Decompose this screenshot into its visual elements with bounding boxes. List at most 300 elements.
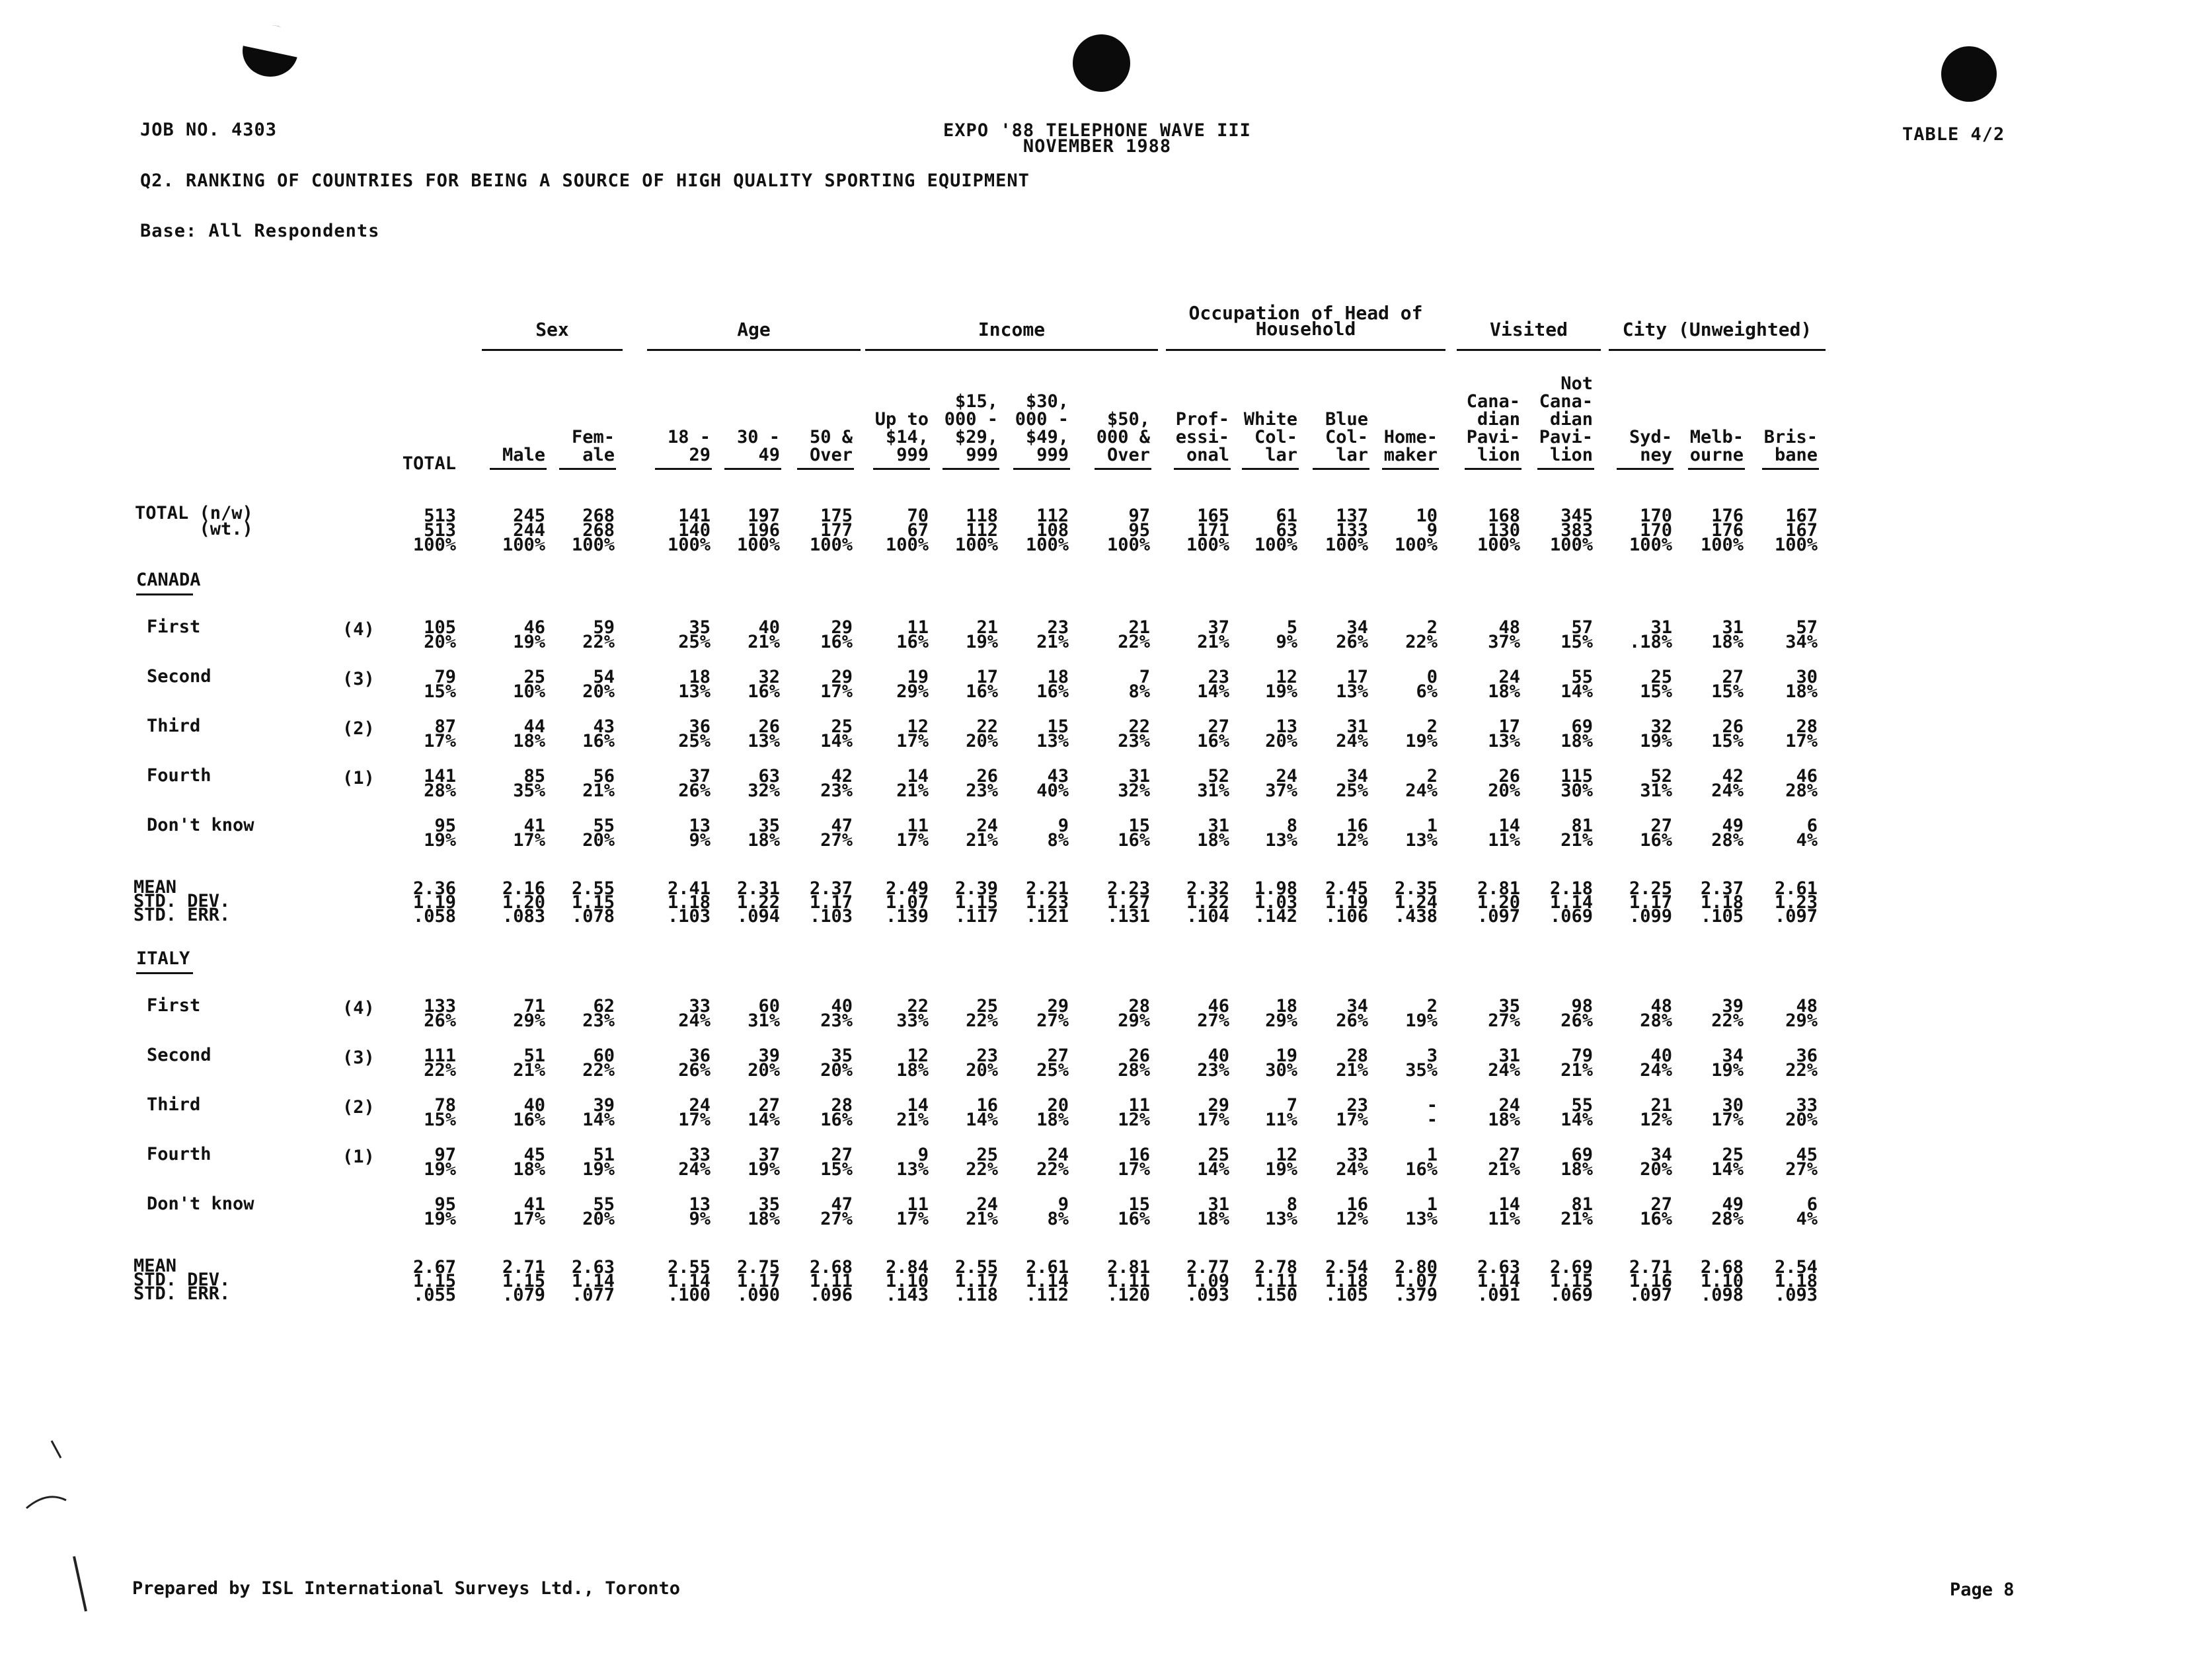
table-cell: 26 28%	[1118, 1046, 1150, 1081]
table-cell: 11 16%	[896, 617, 929, 652]
table-cell: 37 19%	[748, 1145, 780, 1180]
table-cell: 24 17%	[678, 1095, 711, 1130]
table-cell: 35 18%	[748, 1194, 780, 1229]
table-cell: 25 10%	[513, 667, 545, 702]
question-text: Q2. RANKING OF COUNTRIES FOR BEING A SOURCE OF HIGH QUALITY SPORTING EQUIPMENT	[140, 171, 1030, 191]
stats-cell: 2.49 1.07 .139	[885, 878, 929, 927]
column-underline	[1313, 468, 1369, 470]
table-cell: 21 12%	[1640, 1095, 1672, 1130]
table-cell: 31 .18%	[1629, 617, 1672, 652]
table-cell: 60 31%	[748, 996, 780, 1031]
table-cell: 27 15%	[1711, 667, 1744, 702]
base-text: Base: All Respondents	[140, 221, 380, 241]
stats-cell: 2.31 1.22 .094	[736, 878, 780, 927]
stats-cell: 2.68 1.11 .096	[809, 1257, 853, 1305]
stats-cell: 2.75 1.17 .090	[736, 1257, 780, 1305]
row-code: (3)	[342, 669, 375, 689]
column-underline	[797, 468, 854, 470]
table-cell: 14 21%	[896, 766, 929, 801]
group-header: Income	[978, 319, 1046, 340]
table-cell: 40 21%	[748, 617, 780, 652]
page-number: Page 8	[1950, 1580, 2015, 1600]
group-underline	[647, 349, 861, 351]
table-cell: 14 11%	[1488, 1194, 1520, 1229]
table-cell: 8 13%	[1265, 1194, 1297, 1229]
table-cell: 45 27%	[1785, 1145, 1818, 1180]
row-label: Third	[147, 716, 201, 736]
column-underline	[1382, 468, 1439, 470]
column-header: Not Cana- dian Pavi- lion	[1539, 373, 1593, 465]
table-cell: 25 14%	[1711, 1145, 1744, 1180]
table-cell: 40 24%	[1640, 1046, 1672, 1081]
table-cell: 3 35%	[1405, 1046, 1438, 1081]
table-cell: 29 17%	[820, 667, 853, 702]
column-header: White Col- lar	[1243, 409, 1297, 465]
table-cell: 46 28%	[1785, 766, 1818, 801]
stats-label: MEAN STD. DEV. STD. ERR.	[134, 1256, 231, 1304]
table-cell: 46 19%	[513, 617, 545, 652]
table-cell: 27 16%	[1640, 816, 1672, 851]
table-cell: 1 13%	[1405, 1194, 1438, 1229]
table-cell: 59 22%	[582, 617, 615, 652]
stats-cell: 2.77 1.09 .093	[1186, 1257, 1229, 1305]
table-cell: 34 20%	[1640, 1145, 1672, 1180]
table-cell: 95 19%	[424, 1194, 456, 1229]
table-cell: 15 13%	[1036, 716, 1069, 751]
row-code: (4)	[342, 619, 375, 640]
column-underline	[873, 468, 930, 470]
stats-cell: 2.68 1.10 .098	[1700, 1257, 1744, 1305]
table-cell: 2 24%	[1405, 766, 1438, 801]
table-cell: 7 11%	[1265, 1095, 1297, 1130]
table-cell: 46 27%	[1197, 996, 1229, 1031]
table-cell: 23 17%	[1336, 1095, 1368, 1130]
table-cell: 35 20%	[820, 1046, 853, 1081]
stats-cell: 2.45 1.19 .106	[1325, 878, 1368, 927]
table-cell: 14 11%	[1488, 816, 1520, 851]
stats-cell: 2.23 1.27 .131	[1106, 878, 1150, 927]
table-cell: 5 9%	[1276, 617, 1297, 652]
stats-cell: 2.25 1.17 .099	[1629, 878, 1672, 927]
table-cell: 105 20%	[424, 617, 456, 652]
table-cell: 43 16%	[582, 716, 615, 751]
table-cell: 34 26%	[1336, 996, 1368, 1031]
table-cell: 16 12%	[1336, 816, 1368, 851]
table-cell: 33 24%	[1336, 1145, 1368, 1180]
table-cell: 12 19%	[1265, 1145, 1297, 1180]
table-cell: 49 28%	[1711, 1194, 1744, 1229]
table-cell: 133 26%	[424, 996, 456, 1031]
column-header: TOTAL	[402, 453, 456, 474]
column-header: Syd- ney	[1629, 427, 1672, 465]
table-cell: 12 19%	[1265, 667, 1297, 702]
table-cell: 97 19%	[424, 1145, 456, 1180]
table-cell: 45 18%	[513, 1145, 545, 1180]
stats-cell: 2.41 1.18 .103	[667, 878, 711, 927]
stats-cell: 2.78 1.11 .150	[1254, 1257, 1297, 1305]
table-cell: 40 23%	[1197, 1046, 1229, 1081]
table-cell: 36 26%	[678, 1046, 711, 1081]
table-cell: 11 17%	[896, 1194, 929, 1229]
stats-cell: 2.71 1.15 .079	[502, 1257, 545, 1305]
stats-cell: 2.18 1.14 .069	[1549, 878, 1593, 927]
row-label: Don't know	[147, 1194, 254, 1214]
table-cell: 26 13%	[748, 716, 780, 751]
table-cell: 115 30%	[1560, 766, 1593, 801]
column-header: 30 - 49	[736, 427, 780, 465]
table-cell: 6 4%	[1796, 816, 1818, 851]
total-cell: 268 268 100%	[571, 506, 615, 555]
table-cell: 25 15%	[1640, 667, 1672, 702]
column-underline	[1242, 468, 1299, 470]
table-cell: 35 25%	[678, 617, 711, 652]
table-cell: 24 21%	[966, 816, 998, 851]
total-cell: 168 130 100%	[1477, 506, 1520, 555]
column-header: Blue Col- lar	[1325, 409, 1368, 465]
table-cell: 13 20%	[1265, 716, 1297, 751]
column-underline	[1095, 468, 1151, 470]
table-cell: 40 23%	[820, 996, 853, 1031]
stats-cell: 2.37 1.17 .103	[809, 878, 853, 927]
table-cell: 11 12%	[1118, 1095, 1150, 1130]
stats-cell: 2.21 1.23 .121	[1025, 878, 1069, 927]
table-cell: 12 17%	[896, 716, 929, 751]
table-cell: 25 14%	[1197, 1145, 1229, 1180]
table-cell: 57 15%	[1560, 617, 1593, 652]
table-cell: 22 20%	[966, 716, 998, 751]
table-cell: 35 18%	[748, 816, 780, 851]
table-cell: 29 16%	[820, 617, 853, 652]
table-cell: 23 21%	[1036, 617, 1069, 652]
section-title: ITALY	[136, 948, 190, 969]
table-cell: 28 17%	[1785, 716, 1818, 751]
stats-cell: 2.81 1.20 .097	[1477, 878, 1520, 927]
stats-cell: 2.16 1.20 .083	[502, 878, 545, 927]
stats-cell: 2.35 1.24 .438	[1394, 878, 1438, 927]
table-cell: 2 22%	[1405, 617, 1438, 652]
table-cell: 8 13%	[1265, 816, 1297, 851]
table-cell: 141 28%	[424, 766, 456, 801]
table-cell: 85 35%	[513, 766, 545, 801]
table-cell: 14 21%	[896, 1095, 929, 1130]
section-underline	[136, 593, 193, 595]
table-cell: 26 15%	[1711, 716, 1744, 751]
margin-marks	[0, 1434, 106, 1632]
table-cell: 16 12%	[1336, 1194, 1368, 1229]
table-cell: 44 18%	[513, 716, 545, 751]
column-header: 50 & Over	[809, 427, 853, 465]
table-cell: 2 19%	[1405, 996, 1438, 1031]
table-cell: 24 18%	[1488, 1095, 1520, 1130]
column-underline	[1688, 468, 1745, 470]
total-cell: 197 196 100%	[736, 506, 780, 555]
column-header: Melb- ourne	[1689, 427, 1744, 465]
total-cell: 112 108 100%	[1025, 506, 1069, 555]
table-cell: 29 17%	[1197, 1095, 1229, 1130]
column-header: Cana- dian Pavi- lion	[1466, 391, 1520, 465]
report-date: NOVEMBER 1988	[1022, 136, 1172, 157]
table-cell: 9 8%	[1047, 1194, 1069, 1229]
table-cell: 9 13%	[896, 1145, 929, 1180]
total-cell: 118 112 100%	[954, 506, 998, 555]
column-header: Bris- bane	[1763, 427, 1818, 465]
column-header: Male	[502, 445, 545, 465]
section-title: CANADA	[136, 570, 201, 590]
stats-cell: 2.63 1.14 .077	[571, 1257, 615, 1305]
group-header: City (Unweighted)	[1622, 319, 1812, 340]
table-cell: 23 14%	[1197, 667, 1229, 702]
punch-hole-right	[1941, 46, 1997, 102]
table-cell: 57 34%	[1785, 617, 1818, 652]
stats-cell: 2.54 1.18 .093	[1774, 1257, 1818, 1305]
column-underline	[1174, 468, 1231, 470]
table-cell: 34 26%	[1336, 617, 1368, 652]
table-cell: 17 13%	[1488, 716, 1520, 751]
total-cell: 170 170 100%	[1629, 506, 1672, 555]
table-cell: 30 17%	[1711, 1095, 1744, 1130]
table-cell: 31 24%	[1336, 716, 1368, 751]
table-cell: 48 28%	[1640, 996, 1672, 1031]
total-cell: 141 140 100%	[667, 506, 711, 555]
table-cell: 60 22%	[582, 1046, 615, 1081]
stats-cell: 2.71 1.16 .097	[1629, 1257, 1672, 1305]
column-underline	[1617, 468, 1674, 470]
row-code: (3)	[342, 1048, 375, 1068]
table-cell: 32 19%	[1640, 716, 1672, 751]
stats-cell: 2.81 1.11 .120	[1106, 1257, 1150, 1305]
job-number: JOB NO. 4303	[140, 120, 278, 140]
table-cell: 19 30%	[1265, 1046, 1297, 1081]
table-cell: 25 22%	[966, 1145, 998, 1180]
group-underline	[1166, 349, 1445, 351]
column-header: Prof- essi- onal	[1175, 409, 1229, 465]
table-cell: 17 13%	[1336, 667, 1368, 702]
total-cell: 10 9 100%	[1394, 506, 1438, 555]
column-header: $50, 000 & Over	[1096, 409, 1150, 465]
table-cell: 19 29%	[896, 667, 929, 702]
table-cell: 42 24%	[1711, 766, 1744, 801]
table-cell: 48 37%	[1488, 617, 1520, 652]
table-cell: 55 14%	[1560, 1095, 1593, 1130]
table-cell: 55 20%	[582, 816, 615, 851]
column-underline	[1537, 468, 1594, 470]
column-underline	[724, 468, 781, 470]
table-cell: 42 23%	[820, 766, 853, 801]
table-cell: 30 18%	[1785, 667, 1818, 702]
table-cell: 27 16%	[1640, 1194, 1672, 1229]
total-cell: 165 171 100%	[1186, 506, 1229, 555]
table-cell: 31 18%	[1711, 617, 1744, 652]
column-underline	[559, 468, 616, 470]
punch-hole-center	[1073, 34, 1130, 92]
table-cell: 12 18%	[896, 1046, 929, 1081]
table-cell: 49 28%	[1711, 816, 1744, 851]
table-cell: 18 29%	[1265, 996, 1297, 1031]
column-header: $15, 000 - $29, 999	[944, 391, 998, 465]
table-cell: 71 29%	[513, 996, 545, 1031]
group-underline	[1609, 349, 1826, 351]
table-cell: 24 21%	[966, 1194, 998, 1229]
total-cell: 61 63 100%	[1254, 506, 1297, 555]
table-cell: 111 22%	[424, 1046, 456, 1081]
column-header: Home- maker	[1383, 427, 1438, 465]
table-cell: 16 14%	[966, 1095, 998, 1130]
stats-cell: 2.55 1.14 .100	[667, 1257, 711, 1305]
table-cell: 25 14%	[820, 716, 853, 751]
table-cell: 18 16%	[1036, 667, 1069, 702]
column-header: Up to $14, 999	[874, 409, 929, 465]
table-cell: 63 32%	[748, 766, 780, 801]
table-cell: 31 18%	[1197, 1194, 1229, 1229]
row-label: Second	[147, 666, 212, 687]
table-cell: 51 19%	[582, 1145, 615, 1180]
table-cell: 27 25%	[1036, 1046, 1069, 1081]
group-header: Visited	[1489, 319, 1568, 340]
table-cell: 31 18%	[1197, 816, 1229, 851]
row-code: (2)	[342, 1097, 375, 1118]
table-cell: 36 25%	[678, 716, 711, 751]
total-cell: 70 67 100%	[885, 506, 929, 555]
table-cell: 7 8%	[1128, 667, 1150, 702]
table-cell: 33 24%	[678, 1145, 711, 1180]
stats-label: MEAN STD. DEV. STD. ERR.	[134, 877, 231, 925]
column-underline	[655, 468, 712, 470]
total-cell: 513 513 100%	[412, 506, 456, 555]
table-cell: 56 21%	[582, 766, 615, 801]
column-header: 18 - 29	[667, 427, 711, 465]
table-cell: 51 21%	[513, 1046, 545, 1081]
total-cell: 176 176 100%	[1700, 506, 1744, 555]
table-cell: 39 22%	[1711, 996, 1744, 1031]
table-cell: 15 16%	[1118, 1194, 1150, 1229]
table-cell: 36 22%	[1785, 1046, 1818, 1081]
table-cell: 1 13%	[1405, 816, 1438, 851]
total-cell: 245 244 100%	[502, 506, 545, 555]
table-cell: 33 24%	[678, 996, 711, 1031]
total-cell: 167 167 100%	[1774, 506, 1818, 555]
table-cell: 28 21%	[1336, 1046, 1368, 1081]
prepared-by: Prepared by ISL International Surveys Ltd., Toronto	[132, 1578, 681, 1599]
table-cell: 79 21%	[1560, 1046, 1593, 1081]
table-cell: 33 20%	[1785, 1095, 1818, 1130]
table-cell: 47 27%	[820, 1194, 853, 1229]
table-cell: - -	[1426, 1095, 1438, 1130]
table-cell: 22 23%	[1118, 716, 1150, 751]
table-cell: 69 18%	[1560, 1145, 1593, 1180]
table-cell: 26 20%	[1488, 766, 1520, 801]
table-cell: 25 22%	[966, 996, 998, 1031]
total-cell: 345 383 100%	[1549, 506, 1593, 555]
row-code: (1)	[342, 1147, 375, 1167]
stats-cell: 2.32 1.22 .104	[1186, 878, 1229, 927]
table-cell: 37 26%	[678, 766, 711, 801]
table-cell: 41 17%	[513, 1194, 545, 1229]
table-cell: 54 20%	[582, 667, 615, 702]
stats-cell: 2.84 1.10 .143	[885, 1257, 929, 1305]
stats-cell: 2.36 1.19 .058	[412, 878, 456, 927]
column-header: $30, 000 - $49, 999	[1015, 391, 1069, 465]
table-cell: 17 16%	[966, 667, 998, 702]
row-code: (2)	[342, 718, 375, 739]
table-cell: 34 19%	[1711, 1046, 1744, 1081]
table-cell: 18 13%	[678, 667, 711, 702]
table-cell: 40 16%	[513, 1095, 545, 1130]
table-cell: 15 16%	[1118, 816, 1150, 851]
table-cell: 21 19%	[966, 617, 998, 652]
stats-cell: 2.61 1.14 .112	[1025, 1257, 1069, 1305]
table-cell: 47 27%	[820, 816, 853, 851]
stats-cell: 1.98 1.03 .142	[1254, 878, 1297, 927]
table-cell: 48 29%	[1785, 996, 1818, 1031]
table-cell: 34 25%	[1336, 766, 1368, 801]
stats-cell: 2.67 1.15 .055	[412, 1257, 456, 1305]
table-cell: 27 15%	[820, 1145, 853, 1180]
stats-cell: 2.39 1.15 .117	[954, 878, 998, 927]
table-cell: 28 16%	[820, 1095, 853, 1130]
stats-cell: 2.55 1.15 .078	[571, 878, 615, 927]
table-cell: 6 4%	[1796, 1194, 1818, 1229]
table-cell: 2 19%	[1405, 716, 1438, 751]
table-cell: 29 27%	[1036, 996, 1069, 1031]
stats-cell: 2.69 1.15 .069	[1549, 1257, 1593, 1305]
table-cell: 27 21%	[1488, 1145, 1520, 1180]
table-cell: 39 20%	[748, 1046, 780, 1081]
column-header: Fem- ale	[571, 427, 615, 465]
group-underline	[1457, 349, 1601, 351]
table-cell: 98 26%	[1560, 996, 1593, 1031]
table-cell: 62 23%	[582, 996, 615, 1031]
row-label: Don't know	[147, 815, 254, 835]
row-label: First	[147, 995, 201, 1016]
table-cell: 20 18%	[1036, 1095, 1069, 1130]
stats-cell: 2.61 1.23 .097	[1774, 878, 1818, 927]
table-cell: 31 24%	[1488, 1046, 1520, 1081]
row-label: Second	[147, 1045, 212, 1065]
table-cell: 24 37%	[1265, 766, 1297, 801]
table-number: TABLE 4/2	[1902, 124, 2005, 145]
row-label: First	[147, 617, 201, 637]
stats-cell: 2.80 1.07 .379	[1394, 1257, 1438, 1305]
table-cell: 21 22%	[1118, 617, 1150, 652]
table-cell: 27 16%	[1197, 716, 1229, 751]
row-label: Third	[147, 1094, 201, 1115]
table-cell: 32 16%	[748, 667, 780, 702]
table-cell: 43 40%	[1036, 766, 1069, 801]
table-cell: 39 14%	[582, 1095, 615, 1130]
group-underline	[482, 349, 623, 351]
table-cell: 1 16%	[1405, 1145, 1438, 1180]
table-cell: 55 14%	[1560, 667, 1593, 702]
row-code: (1)	[342, 768, 375, 788]
table-cell: 22 33%	[896, 996, 929, 1031]
table-cell: 9 8%	[1047, 816, 1069, 851]
table-cell: 28 29%	[1118, 996, 1150, 1031]
table-cell: 35 27%	[1488, 996, 1520, 1031]
table-cell: 24 22%	[1036, 1145, 1069, 1180]
table-cell: 0 6%	[1416, 667, 1438, 702]
stats-cell: 2.37 1.18 .105	[1700, 878, 1744, 927]
total-cell: 175 177 100%	[809, 506, 853, 555]
total-cell: 137 133 100%	[1325, 506, 1368, 555]
row-label: Fourth	[147, 765, 212, 786]
row-label: Fourth	[147, 1144, 212, 1165]
table-cell: 55 20%	[582, 1194, 615, 1229]
table-cell: 95 19%	[424, 816, 456, 851]
table-cell: 37 21%	[1197, 617, 1229, 652]
group-header: Sex	[535, 319, 569, 340]
table-cell: 81 21%	[1560, 1194, 1593, 1229]
table-cell: 11 17%	[896, 816, 929, 851]
